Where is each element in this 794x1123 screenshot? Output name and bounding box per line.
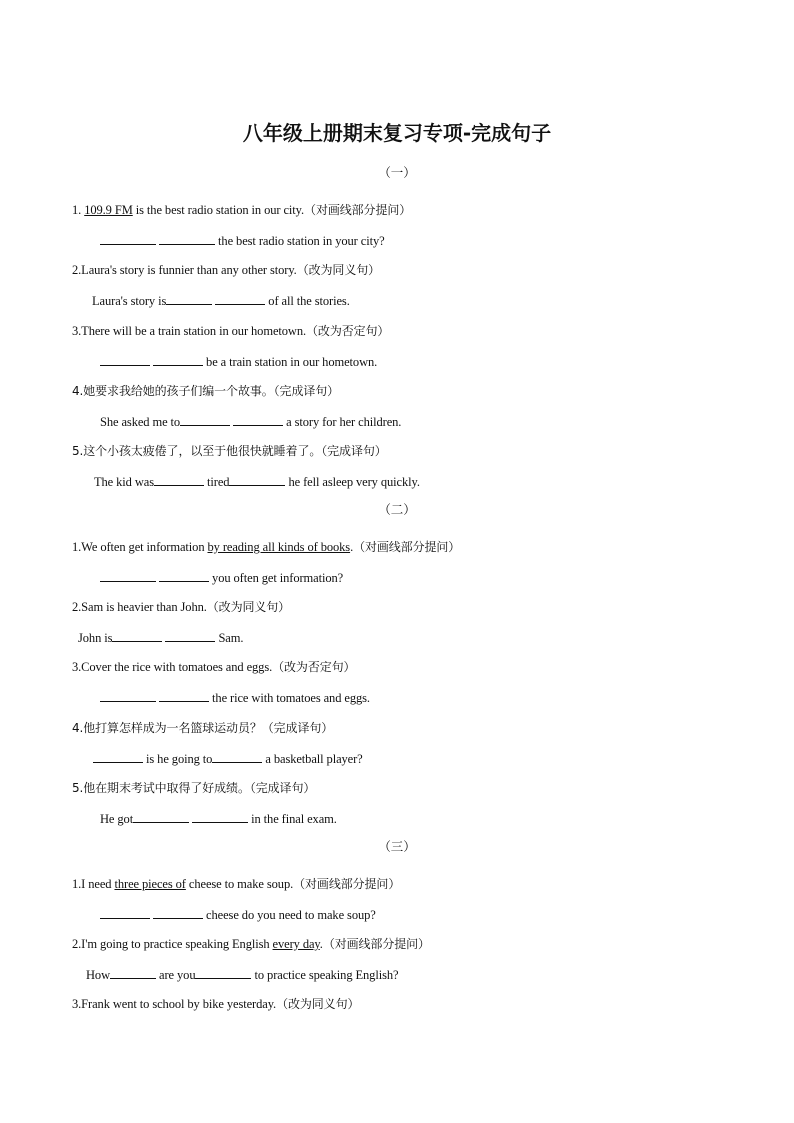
question-2-1: 1.We often get information by reading all kinds of books.（对画线部分提问）: [72, 540, 461, 554]
answer-blank[interactable]: [112, 630, 162, 642]
answer-blank[interactable]: [233, 414, 283, 426]
answer-2-5: He got in the final exam.: [100, 812, 337, 826]
answer-blank[interactable]: [153, 354, 203, 366]
answer-blank[interactable]: [153, 907, 203, 919]
question-1-5: 5.这个小孩太疲倦了，以至于他很快就睡着了。（完成译句）: [72, 444, 387, 458]
question-1-4: 4.她要求我给她的孩子们编一个故事。（完成译句）: [72, 384, 340, 398]
answer-1-1: the best radio station in your city?: [100, 233, 385, 249]
answer-blank[interactable]: [192, 811, 248, 823]
section-label-1: （一）: [378, 165, 416, 180]
answer-blank[interactable]: [100, 233, 156, 245]
answer-1-3: be a train station in our hometown.: [100, 354, 377, 370]
question-3-2: 2.I'm going to practice speaking English every day.（对画线部分提问）: [72, 937, 430, 951]
answer-1-2: Laura's story is of all the stories.: [92, 294, 350, 308]
answer-2-1: you often get information?: [100, 570, 343, 586]
question-3-1: 1.I need three pieces of cheese to make soup.（对画线部分提问）: [72, 877, 401, 891]
answer-blank[interactable]: [212, 751, 262, 763]
section-label-3: （三）: [378, 839, 416, 854]
question-2-3: 3.Cover the rice with tomatoes and eggs.（改为否定句）: [72, 660, 356, 674]
answer-blank[interactable]: [100, 570, 156, 582]
question-2-5: 5.他在期末考试中取得了好成绩。（完成译句）: [72, 781, 316, 795]
answer-blank[interactable]: [159, 570, 209, 582]
underlined-phrase: by reading all kinds of books: [207, 540, 351, 554]
answer-2-3: the rice with tomatoes and eggs.: [100, 690, 370, 706]
answer-blank[interactable]: [100, 354, 150, 366]
answer-blank[interactable]: [159, 690, 209, 702]
answer-blank[interactable]: [166, 293, 212, 305]
answer-blank[interactable]: [159, 233, 215, 245]
underlined-phrase: 109.9 FM: [84, 203, 133, 217]
underlined-phrase: every day: [272, 937, 320, 951]
answer-1-5: The kid was tired he fell asleep very quickly.: [94, 475, 420, 489]
question-1-2: 2.Laura's story is funnier than any other story.（改为同义句）: [72, 263, 381, 277]
question-2-4: 4.他打算怎样成为一名篮球运动员？（完成译句）: [72, 721, 334, 735]
answer-1-4: She asked me to a story for her children.: [100, 415, 402, 429]
question-1-3: 3.There will be a train station in our hometown.（改为否定句）: [72, 324, 390, 338]
answer-blank[interactable]: [229, 474, 285, 486]
answer-blank[interactable]: [100, 907, 150, 919]
answer-blank[interactable]: [180, 414, 230, 426]
answer-blank[interactable]: [110, 967, 156, 979]
section-label-2: （二）: [378, 502, 416, 517]
answer-blank[interactable]: [100, 690, 156, 702]
underlined-phrase: three pieces of: [114, 877, 186, 891]
question-3-3: 3.Frank went to school by bike yesterday.（改为同义句）: [72, 997, 360, 1011]
answer-3-2: How are you to practice speaking English?: [86, 968, 399, 982]
question-1-1: 1. 109.9 FM is the best radio station in our city.（对画线部分提问）: [72, 203, 412, 217]
answer-2-2: John is Sam.: [78, 631, 244, 645]
answer-blank[interactable]: [133, 811, 189, 823]
answer-3-1: cheese do you need to make soup?: [100, 907, 376, 923]
answer-blank[interactable]: [215, 293, 265, 305]
answer-blank[interactable]: [195, 967, 251, 979]
answer-blank[interactable]: [165, 630, 215, 642]
question-2-2: 2.Sam is heavier than John.（改为同义句）: [72, 600, 291, 614]
page-title: 八年级上册期末复习专项-完成句子: [242, 121, 552, 145]
answer-2-4: is he going to a basketball player?: [93, 751, 363, 767]
answer-blank[interactable]: [93, 751, 143, 763]
answer-blank[interactable]: [154, 474, 204, 486]
